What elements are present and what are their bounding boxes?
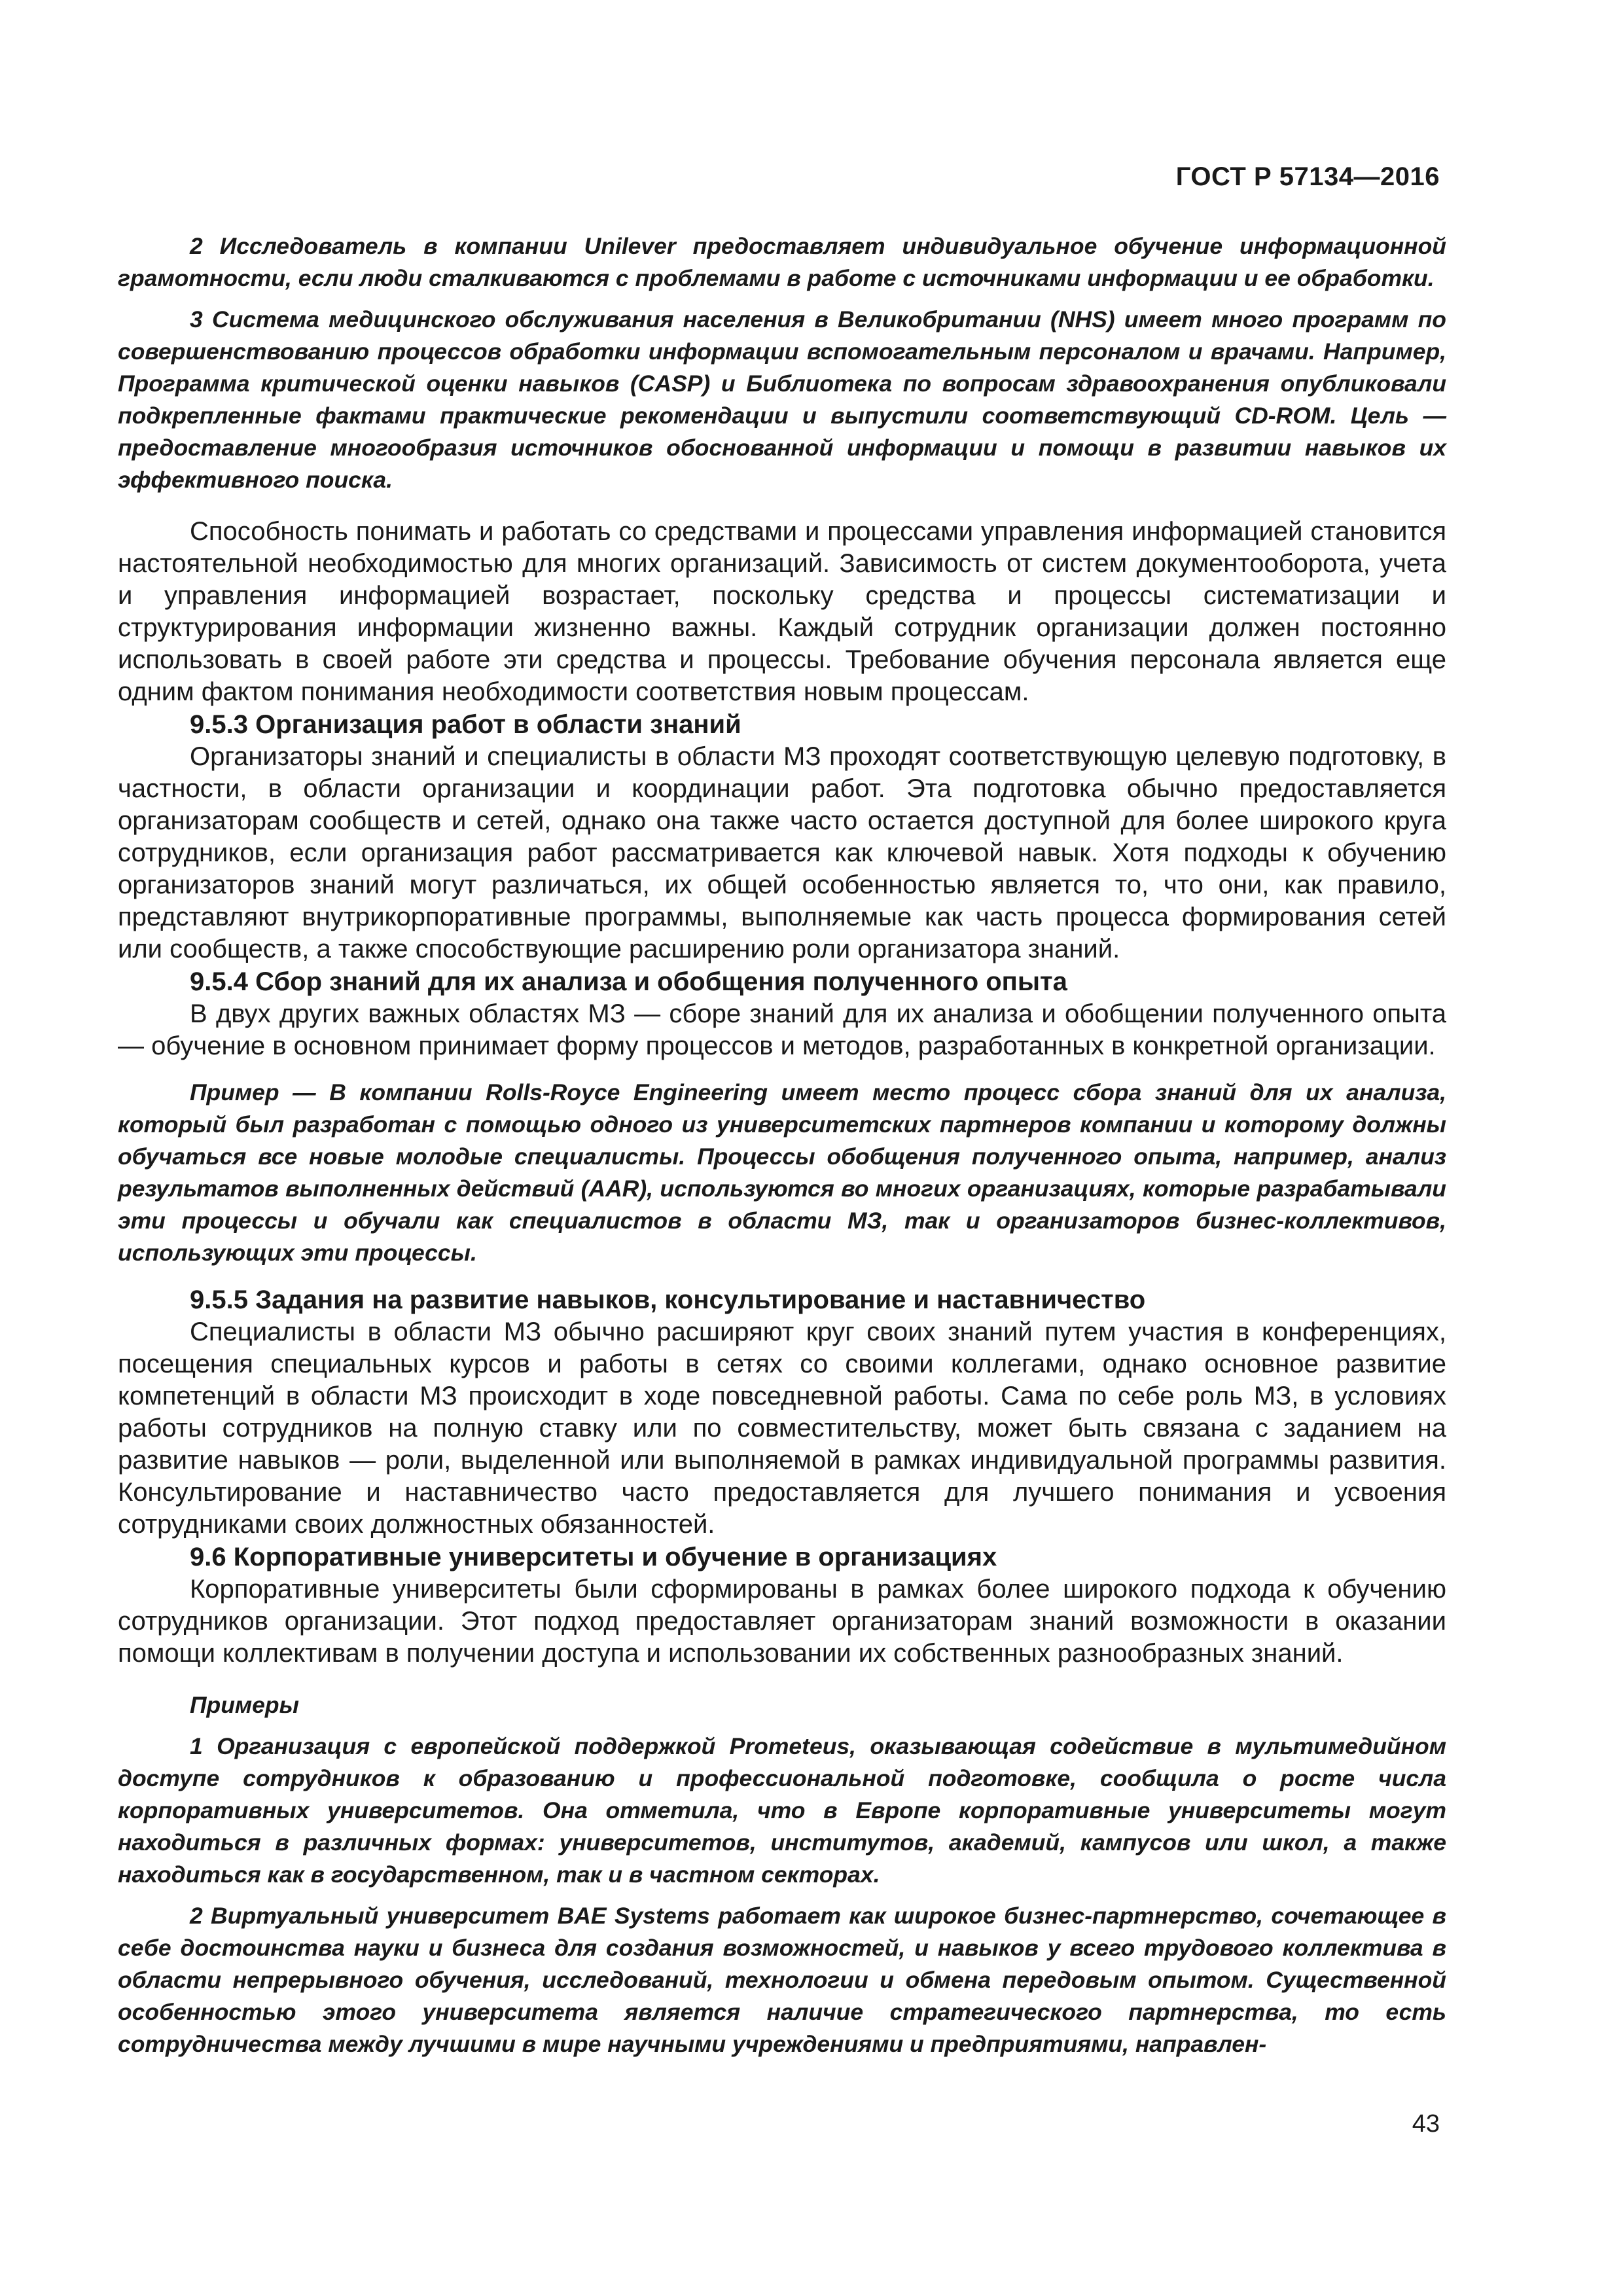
note-3: 3 Система медицинского обслуживания населения в Великобритании (NHS) имеет много программ по совершенствованию процессов обработки информации вспомогательным персоналом и врачами. Например, Программа критической оценки навыков (CASP) и Библиотека по вопросам здравоохранения опубликовали подкрепленные фактами практические рекомендации и выпустили соответствующий CD-ROM. Цель — предоставление многообразия источников обоснованной информации и помощи в развитии навыков их эффективного поиска.: [118, 306, 1446, 493]
example-1: 1 Организация с европейской поддержкой Prometeus, оказывающая содействие в мультимедийном доступе сотрудников к образованию и профессиональной подготовке, сообщила о росте числа корпоративных университетов. Она отметила, что в Европе корпоративные университеты могут находиться в различных формах: университетов, институтов, академий, кампусов или школ, а также находиться как в государственном, так и в частном секторах.: [118, 1733, 1446, 1888]
section-954-heading: 9.5.4 Сбор знаний для их анализа и обобщения полученного опыта: [190, 967, 1067, 996]
section-96-text: Корпоративные университеты были сформированы в рамках более широкого подхода к обучению сотрудников организации. Этот подход предоставляет организаторам знаний возможности в оказании помощи коллективам в получении доступа и использовании их собственных разнообразных знаний.: [118, 1575, 1446, 1668]
note-2: 2 Исследователь в компании Unilever предоставляет индивидуальное обучение информационной грамотности, если люди сталкиваются с проблемами в работе с источниками информации и ее обработки.: [118, 233, 1446, 291]
section-953-text: Организаторы знаний и специалисты в области МЗ проходят соответствующую целевую подготовку, в частности, в области организации и координации работ. Эта подготовка обычно предоставляется организаторам сообществ и сетей, однако она также часто остается доступной для более широкого круга сотрудников, если организация работ рассматривается как ключевой навык. Хотя подходы к обучению организаторов знаний могут различаться, их общей особенностью является то, что они, как правило, представляют внутрикорпоративные программы, выполняемые как часть процесса формирования сетей или сообществ, а также способствующие расширению роли организатора знаний.: [118, 742, 1446, 963]
section-954-text: В двух других важных областях МЗ — сборе знаний для их анализа и обобщении полученного опыта — обучение в основном принимает форму процессов и методов, разработанных в конкретной организации.: [118, 999, 1446, 1060]
section-955-heading: 9.5.5 Задания на развитие навыков, консультирование и наставничество: [190, 1285, 1146, 1314]
section-954-example: Пример — В компании Rolls-Royce Engineering имеет место процесс сбора знаний для их анализа, который был разработан с помощью одного из университетских партнеров компании и которому должны обучаться все новые молодые специалисты. Процессы обобщения полученного опыта, например, анализ результатов выполненных действий (AAR), используются во многих организациях, которые разрабатывали эти процессы и обучали как специалистов в области МЗ, так и организаторов бизнес-коллективов, использующих эти процессы.: [118, 1079, 1446, 1266]
intro-paragraph: Способность понимать и работать со средствами и процессами управления информацией становится настоятельной необходимостью для многих организаций. Зависимость от систем документооборота, учета и управления информацией возрастает, поскольку средства и процессы систематизации и структурирования информации жизненно важны. Каждый сотрудник организации должен постоянно использовать в своей работе эти средства и процессы. Требование обучения персонала является еще одним фактом понимания необходимости соответствия новым процессам.: [118, 517, 1446, 706]
section-955-text: Специалисты в области МЗ обычно расширяют круг своих знаний путем участия в конференциях, посещения специальных курсов и работы в сетях со своими коллегами, однако основное развитие компетенций в области МЗ происходит в ходе повседневной работы. Сама по себе роль МЗ, в условиях работы сотрудников на полную ставку или по совместительству, может быть связана с заданием на развитие навыков — роли, выделенной или выполняемой в рамках индивидуальной программы развития. Консультирование и наставничество часто предоставляется для лучшего понимания и усвоения сотрудниками своих должностных обязанностей.: [118, 1318, 1446, 1539]
document-code: ГОСТ Р 57134—2016: [1175, 162, 1440, 191]
page-content: [118, 230, 1446, 2060]
example-2: 2 Виртуальный университет BAE Systems работает как широкое бизнес-партнерство, сочетающее в себе достоинства науки и бизнеса для создания возможностей, и навыков у всего трудового коллектива в области непрерывного обучения, исследований, технологии и обмена передовым опытом. Существенной особенностью этого университета является наличие стратегического партнерства, то есть сотрудничества между лучшими в мире научными учреждениями и предприятиями, направлен-: [118, 1903, 1446, 2057]
examples-label: Примеры: [190, 1692, 299, 1718]
page-number: 43: [1412, 2110, 1440, 2138]
section-96-heading: 9.6 Корпоративные университеты и обучение в организациях: [190, 1543, 997, 1571]
section-953-heading: 9.5.3 Организация работ в области знаний: [190, 710, 741, 739]
